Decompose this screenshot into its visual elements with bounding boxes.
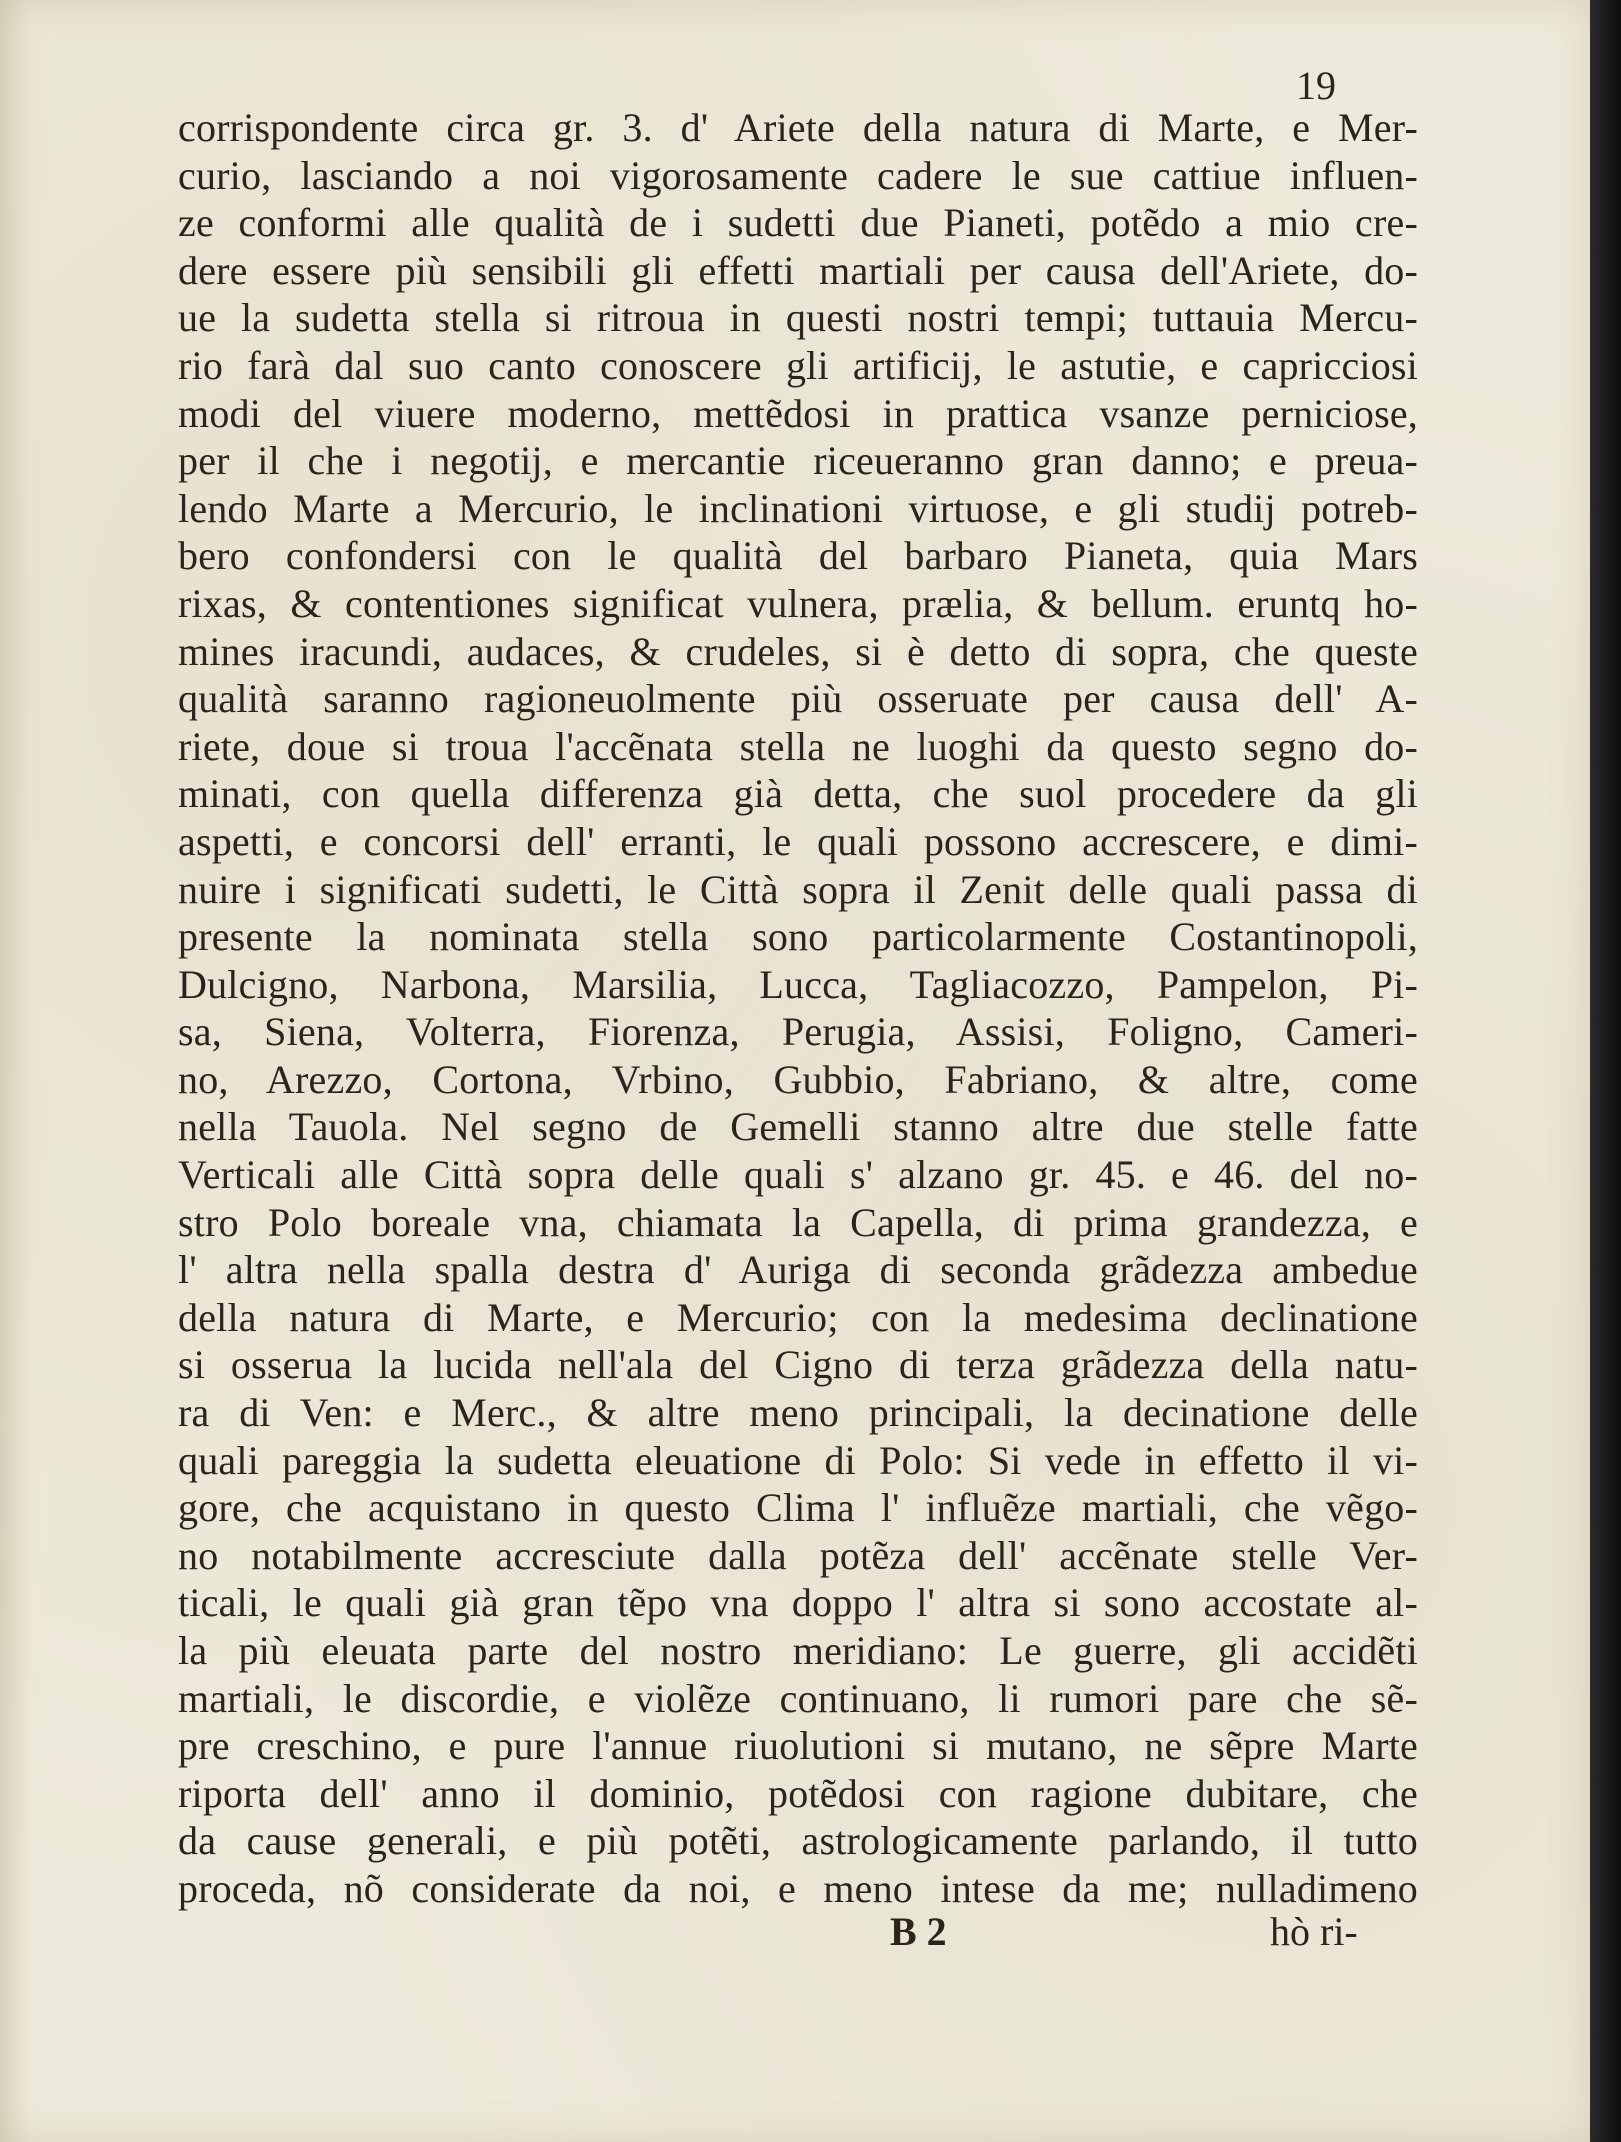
text-line: della natura di Marte, e Mercurio; con la medesima declinatione [178,1294,1418,1340]
text-line: stro Polo boreale vna, chiamata la Capella, di prima grandezza, e [178,1199,1418,1245]
catchword: hò ri- [1270,1909,1358,1954]
text-line: si osserua la lucida nell'ala del Cigno di terza grãdezza della natu- [178,1342,1418,1388]
text-line: quali pareggia la sudetta eleuatione di Polo: Si vede in effetto il vi- [178,1437,1418,1483]
text-line: modi del viuere moderno, mettẽdosi in prattica vsanze perniciose, [178,390,1418,436]
text-line: presente la nominata stella sono particolarmente Costantinopoli, [178,914,1418,960]
page-number: 19 [1296,63,1336,108]
text-line: nella Tauola. Nel segno de Gemelli stanno altre due stelle fatte [178,1104,1418,1150]
text-line: sa, Siena, Volterra, Fiorenza, Perugia, Assisi, Foligno, Cameri- [178,1009,1418,1055]
text-line: Verticali alle Città sopra delle quali s' alzano gr. 45. e 46. del no- [178,1152,1418,1198]
text-line: no notabilmente accresciute dalla potẽza dell' accẽnate stelle Ver- [178,1532,1418,1578]
text-line: rio farà dal suo canto conoscere gli artificij, le astutie, e capricciosi [178,342,1418,388]
text-line: da cause generali, e più potẽti, astrologicamente parlando, il tutto [178,1818,1418,1864]
text-line: aspetti, e concorsi dell' erranti, le quali possono accrescere, e dimi- [178,818,1418,864]
text-line: bero confondersi con le qualità del barbaro Pianeta, quia Mars [178,533,1418,579]
text-line: curio, lasciando a noi vigorosamente cadere le sue cattiue influen- [178,152,1418,198]
text-line: l' altra nella spalla destra d' Auriga di seconda grãdezza ambedue [178,1247,1418,1293]
text-line: minati, con quella differenza già detta, che suol procedere da gli [178,771,1418,817]
text-line: mines iracundi, audaces, & crudeles, si è detto di sopra, che queste [178,628,1418,674]
text-line: riete, doue si troua l'accẽnata stella ne luoghi da questo segno do- [178,723,1418,769]
text-line: la più eleuata parte del nostro meridiano: Le guerre, gli accidẽti [178,1628,1418,1673]
text-line: no, Arezzo, Cortona, Vrbino, Gubbio, Fabriano, & altre, come [178,1056,1418,1102]
text-line: lendo Marte a Mercurio, le inclinationi virtuose, e gli studij potreb- [178,485,1418,531]
text-line: corrispondente circa gr. 3. d' Ariete della natura di Marte, e Mer- [178,105,1418,150]
text-line: qualità saranno ragioneuolmente più osseruate per causa dell' A- [178,676,1418,722]
text-line: martiali, le discordie, e violẽze continuano, li rumori pare che sẽ- [178,1675,1418,1721]
text-line: gore, che acquistano in questo Clima l' influẽze martiali, che vẽgo- [178,1485,1418,1531]
text-line: rixas, & contentiones significat vulnera, prælia, & bellum. eruntq ho- [178,580,1418,626]
body-text [178,104,1418,1913]
signature-mark: B 2 [890,1909,947,1954]
text-line: ra di Ven: e Merc., & altre meno principali, la decinatione delle [178,1390,1418,1436]
text-line: dere essere più sensibili gli effetti martiali per causa dell'Ariete, do- [178,247,1418,293]
text-line: ue la sudetta stella si ritroua in questi nostri tempi; tuttauia Mercu- [178,295,1418,341]
scan-edge [1590,0,1621,2142]
text-line: per il che i negotij, e mercantie riceueranno gran danno; e preua- [178,438,1418,484]
text-line: Dulcigno, Narbona, Marsilia, Lucca, Tagliacozzo, Pampelon, Pi- [178,961,1418,1007]
text-line: riporta dell' anno il dominio, potẽdosi con ragione dubitare, che [178,1770,1418,1816]
text-line: ticali, le quali già gran tẽpo vna doppo l' altra si sono accostate al- [178,1580,1418,1626]
text-line: proceda, nõ considerate da noi, e meno intese da me; nulladimeno [178,1865,1418,1911]
text-line: pre creschino, e pure l'annue riuolutioni si mutano, ne sẽpre Marte [178,1723,1418,1769]
text-line: nuire i significati sudetti, le Città sopra il Zenit delle quali passa di [178,866,1418,912]
text-line: ze conformi alle qualità de i sudetti due Pianeti, potẽdo a mio cre- [178,200,1418,246]
